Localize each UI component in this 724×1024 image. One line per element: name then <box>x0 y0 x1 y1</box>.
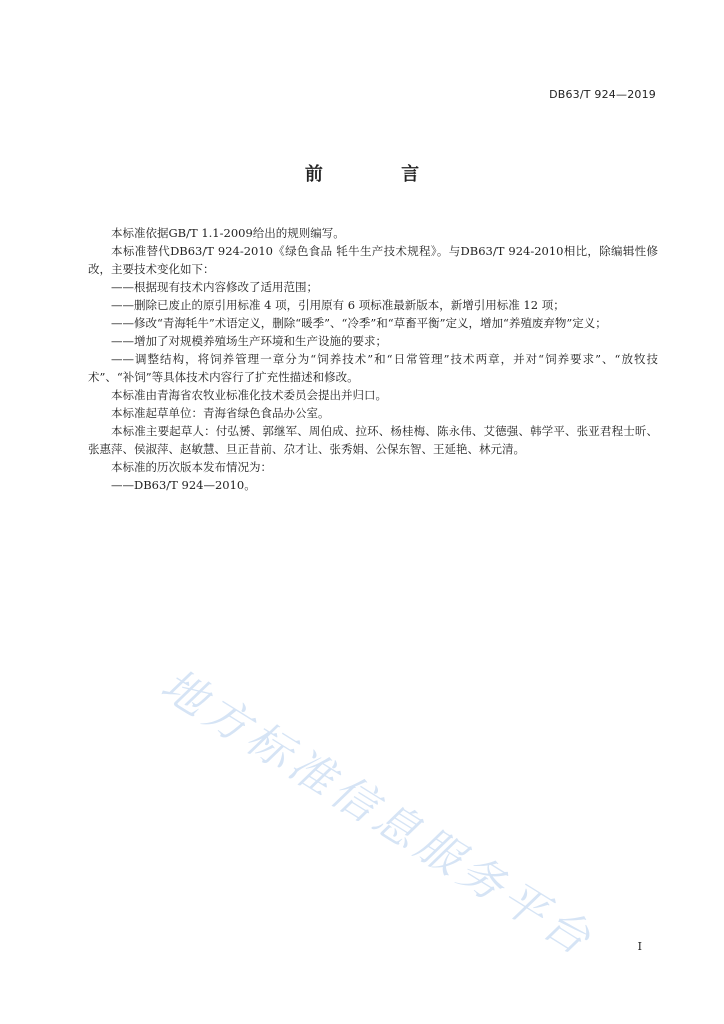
change-item-definitions: ——修改“青海牦牛”术语定义，删除“暖季”、“冷季”和“草畜平衡”定义，增加“养殖废弃物”定义； <box>111 316 607 330</box>
paragraph-history-intro: 本标准的历次版本发布情况为： <box>111 460 272 474</box>
paragraph-basis: 本标准依据GB/T 1.1-2009给出的规则编写。 <box>111 226 345 240</box>
change-item-scope: ——根据现有技术内容修改了适用范围； <box>111 280 318 294</box>
watermark: 地方标准信息服务平台 <box>152 659 604 968</box>
paragraph-proposer: 本标准由青海省农牧业标准化技术委员会提出并归口。 <box>111 388 387 402</box>
change-item-references: ——删除已废止的原引用标准 4 项，引用原有 6 项标准最新版本，新增引用标准 12 项； <box>111 298 565 312</box>
change-item-environment: ——增加了对规模养殖场生产环境和生产设施的要求； <box>111 334 387 348</box>
foreword-body <box>88 224 658 494</box>
page-title: 前 言 <box>304 164 456 185</box>
standard-code: DB63/T 924—2019 <box>549 88 656 101</box>
page-number: I <box>637 940 642 953</box>
change-item-structure: ——调整结构，将饲养管理一章分为“饲养技术”和“日常管理”技术两章，并对“饲养要求”、“放牧技术”、“补饲”等具体技术内容行了扩充性描述和修改。 <box>88 352 658 384</box>
paragraph-drafters: 本标准主要起草人：付弘赟、郭继军、周伯成、拉环、杨桂梅、陈永伟、艾德强、韩学平、张亚君程士昕、张惠萍、侯淑萍、赵敏慧、旦正昔前、尕才让、张秀娟、公保东智、王延艳、林元清。 <box>88 424 658 456</box>
paragraph-history-item: ——DB63/T 924—2010。 <box>111 478 256 492</box>
paragraph-replaces: 本标准替代DB63/T 924-2010《绿色食品 牦牛生产技术规程》。与DB63/T 924-2010相比，除编辑性修改，主要技术变化如下： <box>88 244 658 276</box>
paragraph-drafting-unit: 本标准起草单位：青海省绿色食品办公室。 <box>111 406 330 420</box>
